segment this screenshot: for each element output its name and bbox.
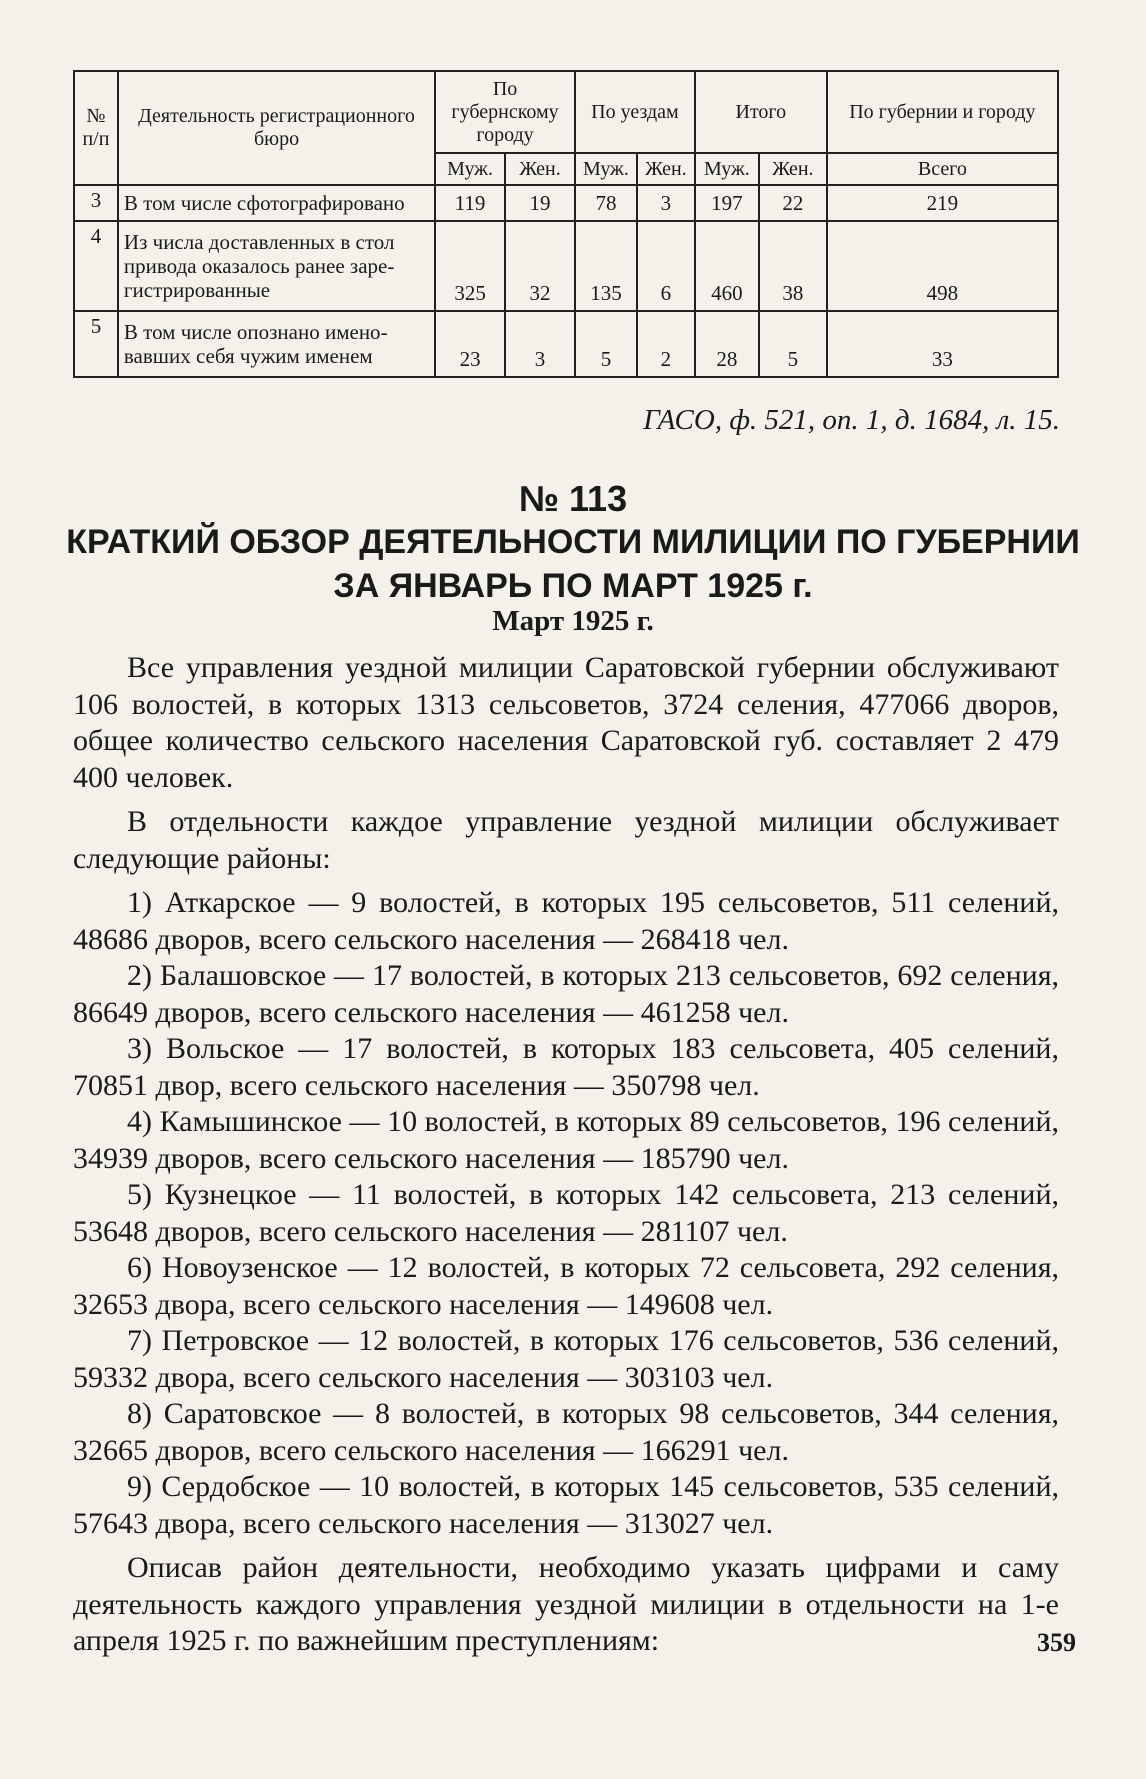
row-number: 5 xyxy=(74,311,118,377)
header-female: Жен. xyxy=(505,153,575,185)
row-label: В том числе сфотографировано xyxy=(118,185,435,221)
document-title: КРАТКИЙ ОБЗОР ДЕЯТЕЛЬНОСТИ МИЛИЦИИ ПО ГУБЕРНИИ ЗА ЯНВАРЬ ПО МАРТ 1925 г. xyxy=(66,523,1080,605)
registration-table xyxy=(73,70,1059,378)
list-item: 2) Балашовское — 17 волостей, в которых 213 сельсоветов, 692 селения, 86649 дворов, всего сельского населения — 461258 чел. xyxy=(73,959,1059,1029)
list-item: 7) Петровское — 12 волостей, в которых 176 сельсоветов, 536 селений, 59332 двора, всего сельского населения — 303103 чел. xyxy=(73,1324,1059,1394)
header-activity: Деятельность регистрационного бюро xyxy=(118,71,435,185)
header-male: Муж. xyxy=(695,153,759,185)
table-cell: 28 xyxy=(695,311,759,377)
header-all: Всего xyxy=(827,153,1058,185)
paragraph-lead: В отдельности каждое управление уездной милиции обслуживает следующие районы: xyxy=(73,805,1059,875)
table-cell: 6 xyxy=(637,221,695,311)
document-date: Март 1925 г. xyxy=(492,605,654,637)
header-city: По губернскому городу xyxy=(435,71,575,153)
row-label: В том числе опознано именовавших себя чужим именем xyxy=(118,311,435,377)
document-number: № 113 xyxy=(518,478,628,519)
table-cell: 460 xyxy=(695,221,759,311)
table-cell: 5 xyxy=(759,311,827,377)
header-gub: По губернии и городу xyxy=(827,71,1058,153)
table-cell: 22 xyxy=(759,185,827,221)
table-cell: 3 xyxy=(505,311,575,377)
table-cell: 32 xyxy=(505,221,575,311)
table-cell: 498 xyxy=(827,221,1058,311)
header-uezd: По уездам xyxy=(575,71,695,153)
table-cell: 38 xyxy=(759,221,827,311)
table-cell: 119 xyxy=(435,185,505,221)
list-item: 4) Камышинское — 10 волостей, в которых 89 сельсоветов, 196 селений, 34939 дворов, всего сельского населения — 185790 чел. xyxy=(73,1105,1059,1175)
row-number: 3 xyxy=(74,185,118,221)
header-female: Жен. xyxy=(759,153,827,185)
table-row xyxy=(74,185,1058,221)
paragraph-intro: Все управления уездной милиции Саратовской губернии обслуживают 106 волостей, в которых 1313 сельсоветов, 3724 селения, 477066 дворов, общее количество сельского населения Саратовской губ. составляет 2 479 400 человек. xyxy=(73,651,1059,794)
list-item: 3) Вольское — 17 волостей, в которых 183 сельсовета, 405 селений, 70851 двор, всего сельского населения — 350798 чел. xyxy=(73,1032,1059,1102)
archive-source: ГАСО, ф. 521, оп. 1, д. 1684, л. 15. xyxy=(643,404,1060,436)
table-cell: 23 xyxy=(435,311,505,377)
table-cell: 197 xyxy=(695,185,759,221)
district-list xyxy=(73,885,1059,1542)
table-cell: 19 xyxy=(505,185,575,221)
table-cell: 2 xyxy=(637,311,695,377)
table-row xyxy=(74,311,1058,377)
header-total: Итого xyxy=(695,71,827,153)
table-cell: 3 xyxy=(637,185,695,221)
header-male: Муж. xyxy=(575,153,637,185)
header-num: № п/п xyxy=(74,71,118,185)
table-cell: 78 xyxy=(575,185,637,221)
table-row xyxy=(74,221,1058,311)
row-number: 4 xyxy=(74,221,118,311)
list-item: 9) Сердобское — 10 волостей, в которых 145 сельсоветов, 535 селений, 57643 двора, всего сельского населения — 313027 чел. xyxy=(73,1470,1059,1540)
list-item: 8) Саратовское — 8 волостей, в которых 98 сельсоветов, 344 селения, 32665 дворов, всего сельского населения — 166291 чел. xyxy=(73,1397,1059,1467)
list-item: 1) Аткарское — 9 волостей, в которых 195 сельсоветов, 511 селений, 48686 дворов, всего сельского населения — 268418 чел. xyxy=(73,886,1059,956)
table-cell: 325 xyxy=(435,221,505,311)
header-female: Жен. xyxy=(637,153,695,185)
table-cell: 33 xyxy=(827,311,1058,377)
page-number: 359 xyxy=(1037,1628,1076,1657)
header-male: Муж. xyxy=(435,153,505,185)
table-cell: 219 xyxy=(827,185,1058,221)
document-body xyxy=(73,650,1059,1668)
table-cell: 135 xyxy=(575,221,637,311)
list-item: 6) Новоузенское — 12 волостей, в которых 72 сельсовета, 292 селения, 32653 двора, всего сельского населения — 149608 чел. xyxy=(73,1251,1059,1321)
table-cell: 5 xyxy=(575,311,637,377)
list-item: 5) Кузнецкое — 11 волостей, в которых 142 сельсовета, 213 селений, 53648 дворов, всего сельского населения — 281107 чел. xyxy=(73,1178,1059,1248)
row-label: Из числа доставленных в стол привода оказалось ранее зарегистрированные xyxy=(118,221,435,311)
paragraph-closing: Описав район деятельности, необходимо указать цифрами и саму деятельность каждого управления уездной милиции в отдельности на 1-е апреля 1925 г. по важнейшим преступлениям: xyxy=(73,1551,1059,1657)
